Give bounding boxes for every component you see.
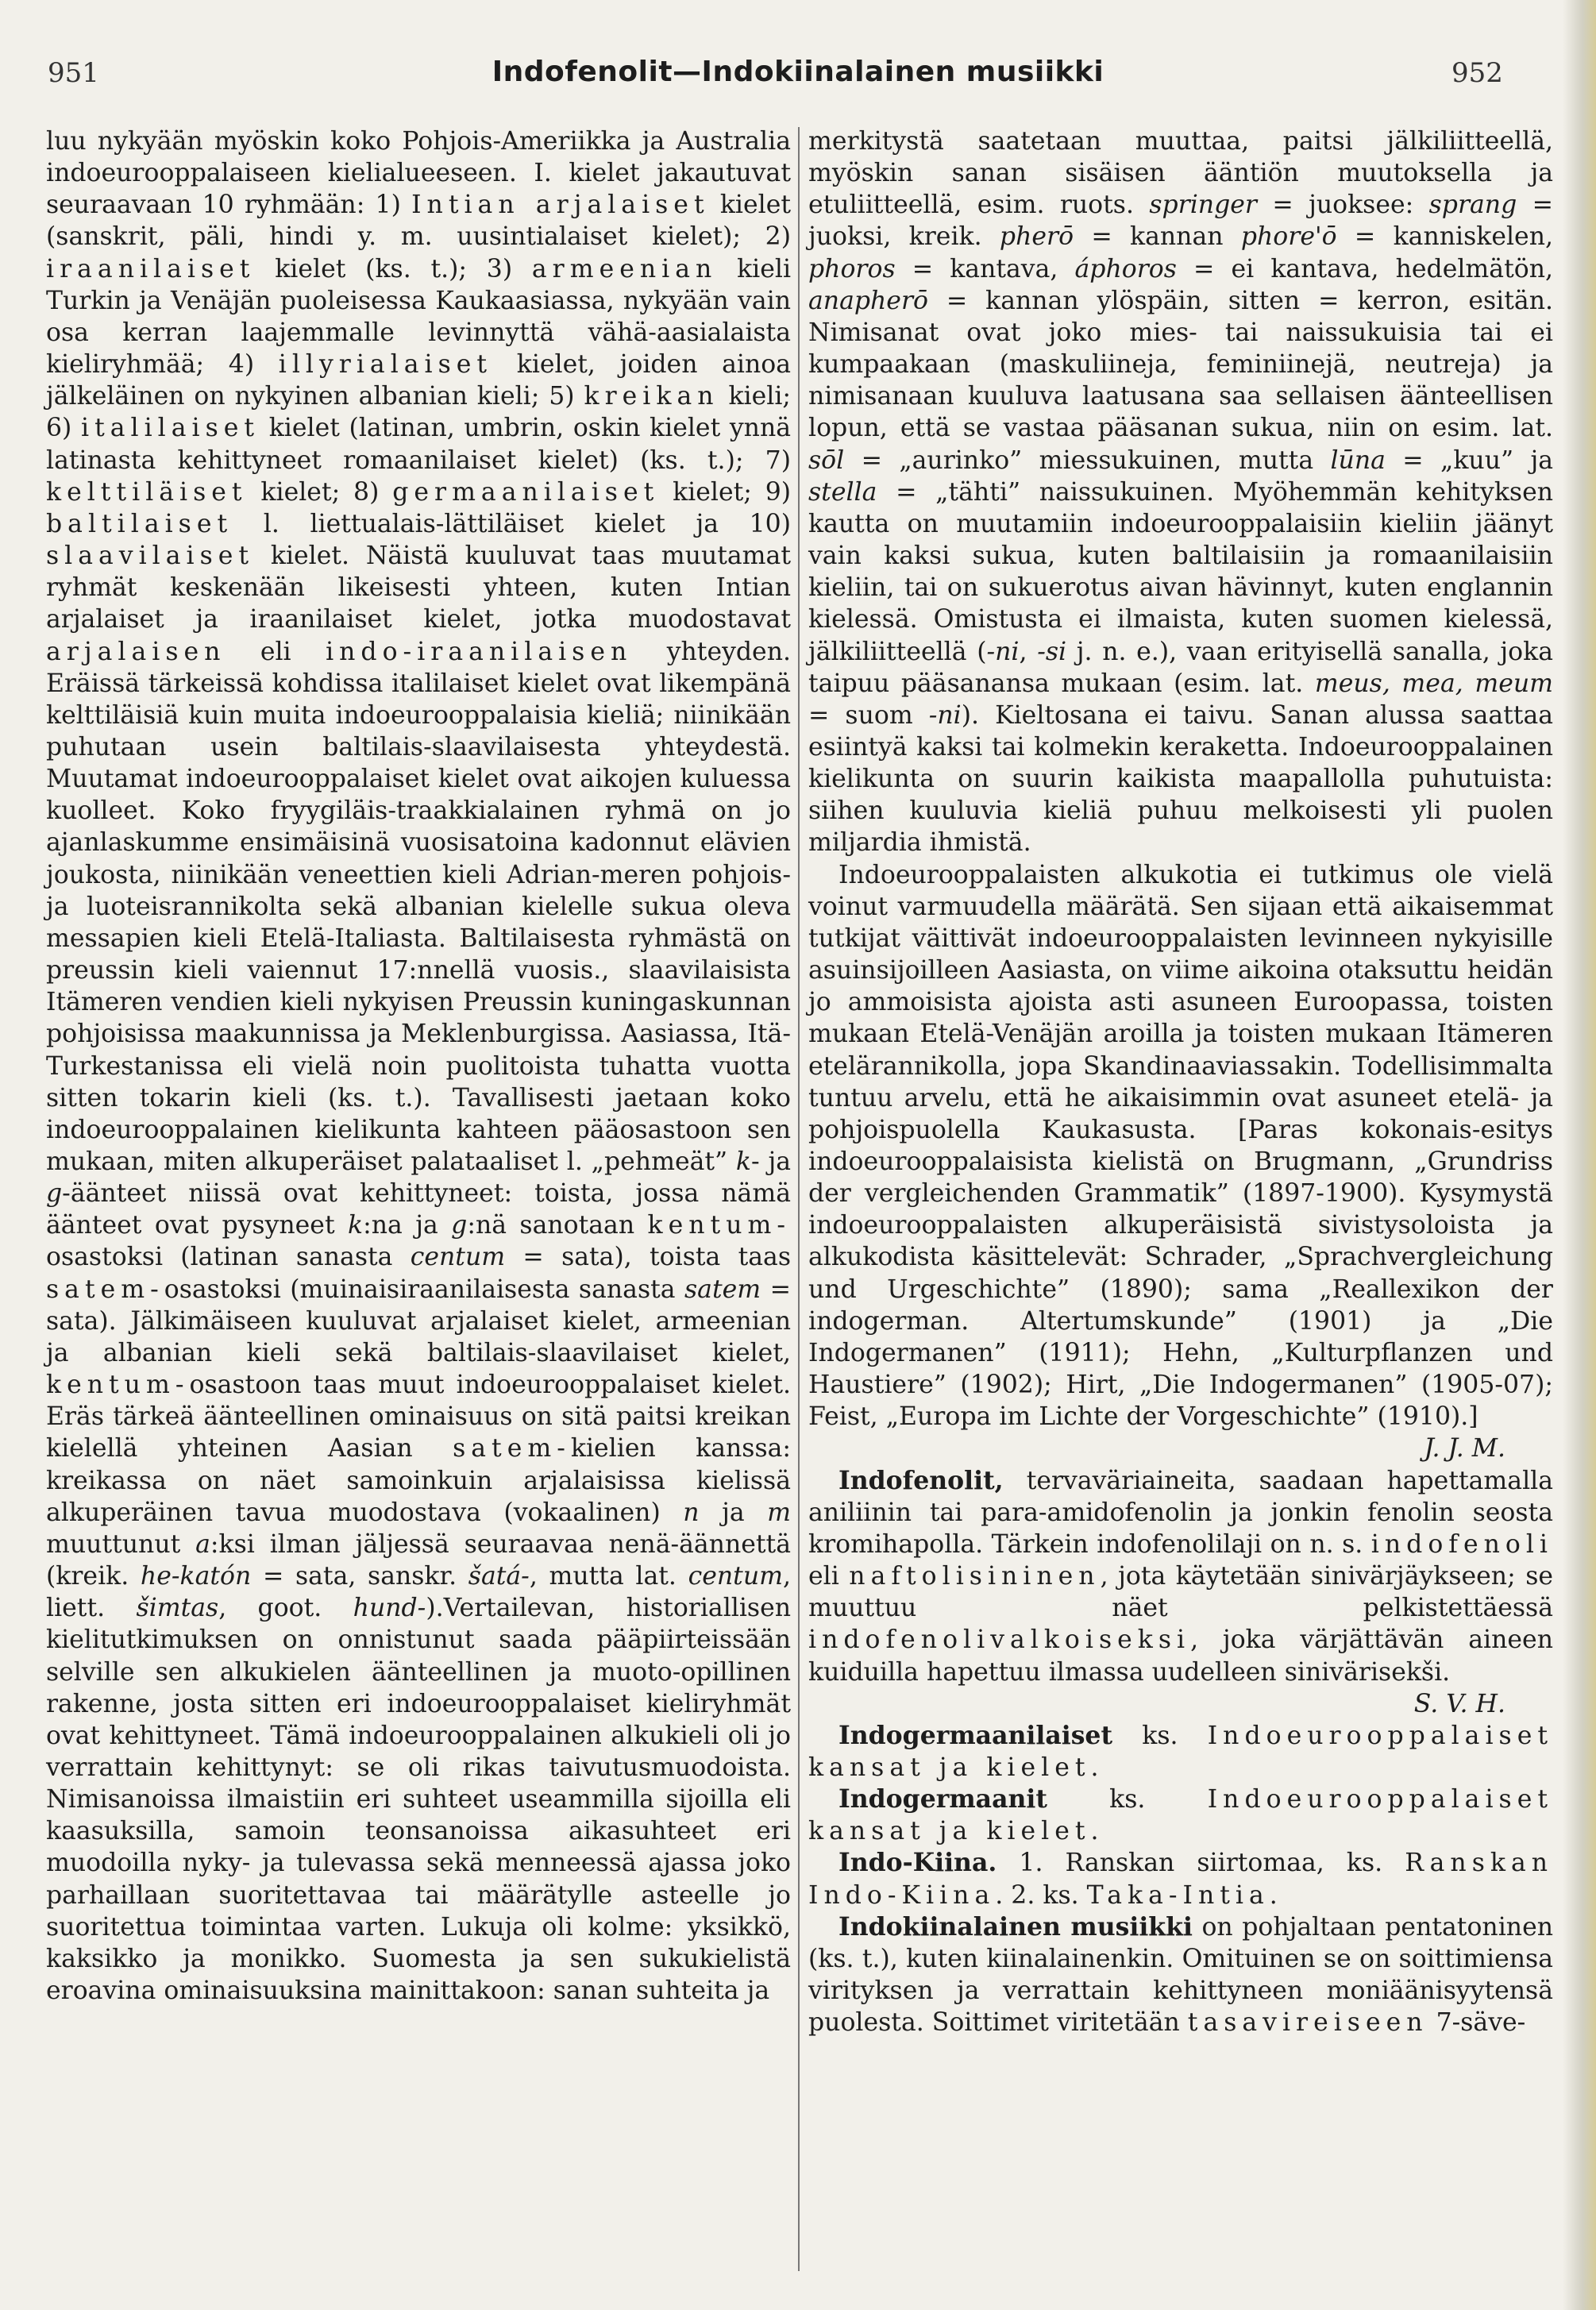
text-run: -ni <box>986 637 1020 666</box>
text-run: = „aurinko” miessukuinen, mutta <box>861 445 1314 475</box>
text-run: k <box>735 1147 752 1176</box>
text-run: k <box>348 1211 364 1240</box>
entry-headword: Indogermaanit <box>838 1784 1047 1814</box>
text-run: = kantava, <box>912 254 1058 283</box>
cross-reference: Taka-Intia <box>1086 1880 1270 1910</box>
spaced-term: illyrialaiset <box>278 350 493 380</box>
spaced-term: satem- <box>46 1275 164 1304</box>
text-run: = sata), toista taas <box>522 1243 791 1272</box>
right-page-number: 952 <box>1451 57 1503 89</box>
text-run: eli <box>260 637 291 666</box>
spaced-term: arjalaisen <box>46 637 226 666</box>
entry-indokiinalainen-musiikki <box>808 1911 1553 2039</box>
entry-headword: Indogermaanilaiset <box>838 1720 1113 1750</box>
text-run: centum <box>688 1562 783 1591</box>
text-run: , joka värjättävän aineen kuiduilla hapettuu ilmassa uudelleen sinivärisekši. <box>808 1625 1553 1687</box>
text-run: luu nykyään myöskin koko Pohjois-Ameriikka ja Australia indoeurooppalaiseen kielialueeseen. I. kielet jakautuvat seuraavaan 10 ryhmään: 1) <box>46 127 791 220</box>
spaced-term: indo-iraanilaisen <box>326 637 633 666</box>
text-run: n <box>683 1498 700 1527</box>
text-run: kielet, joiden ainoa jälkeläinen on nykyinen albanian kieli; 5) <box>46 350 792 411</box>
paragraph-homeland: Indoeurooppalaisten alkukotia ei tutkimus ole vielä voinut varmuudella määrätä. Sen sijaan että aikaisemmat tutkijat väittivät indoeurooppalaisten levinneen nykyisille asuinsijoilleen Aasiasta, on viime aikoina otaksuttu heidän jo ammoisista ajoista asti asuneen Euroopassa, toisten mukaan Etelä-Venäjän aroilla ja toisten mukaan Itämeren etelärannikolla, jopa Skandinaaviassakin. Todellisimmalta tuntuu arvelu, että he aikaisimmin ovat asuneet etelä- ja pohjoispuolella Kaukasusta. [Paras kokonais-esitys indoeurooppalaisista kielistä on Brugmann, „Grundriss der vergleichenden Grammatik” (1897-1900). Kysymystä indoeurooppalaisten alkuperäisistä sivistysoloista ja alkukodista käsittelevät: Schrader, „Sprachvergleichung und Urgeschichte” (1890); sama „Reallexikon der indogerman. Altertumskunde” (1901) ja „Die Indogermanen” (1911); Hehn, „Kulturpflanzen und Haustiere” (1902); Hirt, „Die Indogermanen” (1905-07); Feist, „Europa im Lichte der Vorgeschichte” (1910).] <box>808 860 1553 1432</box>
spaced-term: naftolisininen <box>849 1562 1101 1591</box>
text-run: = juoksi, kreik. <box>808 191 1553 252</box>
entry-indogermaanit <box>808 1784 1553 1847</box>
text-run: a <box>195 1529 210 1559</box>
text-run: . <box>1090 1817 1099 1846</box>
text-run: = kannan ylöspäin, sitten = kerron, esitän. Nimisanat ovat joko mies- tai naissukuisia tai ei kumpaakaan (maskuliineja, feminiinejä, neutreja) ja nimisanaan kuuluva laatusana saa sellaisen äänteellisen lopun, että se vastaa pääsanan sukua, niin on esim. lat. <box>808 286 1553 443</box>
text-run: kieli Turkin ja Venäjän puoleisessa Kaukaasiassa, nykyään vain osa kerran laajemmalle levinnyttä vähä-aasialaista kieliryhmää; 4) <box>46 254 792 380</box>
column-rule <box>798 127 800 2271</box>
spaced-term: indofenoli <box>1370 1529 1553 1559</box>
entry-indo-kiina <box>808 1847 1553 1911</box>
text-run: , goot. <box>218 1594 322 1623</box>
left-column <box>46 125 791 2007</box>
spaced-term: Intian arjalaiset <box>411 191 710 220</box>
text-run: kielien kanssa: kreikassa on näet samoinkuin arjalaisissa kielissä alkuperäinen tavua muodostava (vokaalinen) <box>46 1434 792 1527</box>
text-run: phoros <box>808 254 896 283</box>
text-run: hund- <box>353 1594 426 1623</box>
spaced-term: italilaiset <box>81 414 260 443</box>
author-signature: S. V. H. <box>1413 1689 1505 1718</box>
text-run: ks. <box>1142 1721 1178 1750</box>
running-header <box>0 57 1596 105</box>
paragraph-language-groups <box>46 125 791 2007</box>
entry-headword: Indo-Kiina. <box>838 1848 997 1878</box>
text-run: . 2. ks. <box>995 1880 1079 1910</box>
text-run: šatá- <box>468 1562 530 1591</box>
text-run: áphoros <box>1074 254 1177 283</box>
text-run: = juoksee: <box>1272 191 1414 220</box>
text-run: muuttunut <box>46 1529 181 1559</box>
entry-indogermaanilaiset <box>808 1720 1553 1784</box>
text-run: . <box>1269 1880 1278 1910</box>
entry-indofenolit <box>808 1465 1553 1688</box>
text-run: 1. Ranskan siirtomaa, ks. <box>1019 1849 1383 1878</box>
text-run: ). Kieltosana ei taivu. Sanan alussa saattaa esiintyä kaksi tai kolmekin keraketta. Indoeurooppalainen kielikunta on suurin kaikista maapallolla puhutuista: siihen kuuluvia kieliä puhuu melkoisesti yli puolen miljardia ihmistä. <box>808 700 1554 858</box>
text-run: -si <box>1037 637 1067 666</box>
paragraph-continuation <box>808 125 1553 859</box>
text-run: j. n. e.), vaan erityisellä sanalla, joka taipuu pääsanansa mukaan (esim. lat. <box>808 637 1554 698</box>
text-run: he-katón <box>140 1562 252 1591</box>
text-run: m <box>767 1498 792 1527</box>
text-run: , jota käytetään sinivärjäykseen; se muuttuu näet pelkistettäessä <box>808 1562 1553 1623</box>
text-run: eli <box>808 1562 839 1591</box>
text-run: sōl <box>808 445 845 475</box>
text-run: - ja <box>751 1147 791 1176</box>
text-run: anapherō <box>808 286 928 315</box>
text-run: meus, mea, meum <box>1314 669 1553 698</box>
text-run: = sata). Jälkimäiseen kuuluvat arjalaiset kielet, armeenian ja albanian kieli sekä baltilais-slaavilaiset kielet, <box>46 1275 792 1367</box>
spaced-term: armeenian <box>531 254 718 283</box>
text-run: = sata, sanskr. <box>262 1562 457 1591</box>
text-run: šimtas <box>136 1594 219 1623</box>
text-run: :ksi ilman jäljessä seuraavaa nenä-äännettä (kreik. <box>46 1529 791 1591</box>
text-run: phore'ō <box>1240 222 1337 252</box>
text-run: tervaväriaineita, saadaan hapettamalla aniliinin tai para-amidofenolin ja jonkin fenolin seosta kromihapolla. Tärkein indofenolilaji on n. s. <box>808 1466 1554 1559</box>
entry-headword: Indofenolit, <box>838 1465 1004 1495</box>
text-run: kielet; 8) <box>260 477 380 507</box>
spaced-term: iraanilaiset <box>46 254 256 283</box>
text-run: = suom <box>808 700 913 730</box>
text-run: :nä sanotaan <box>467 1211 635 1240</box>
spaced-term: kreikan <box>584 382 719 411</box>
text-run: -äänteet niissä ovat kehittyneet: toista, jossa nämä äänteet ovat pysyneet <box>46 1179 791 1240</box>
text-run: kielet (sanskrit, päli, hindi y. m. uusintialaiset kielet); 2) <box>46 191 792 252</box>
text-run: yhteyden. Eräissä tärkeissä kohdissa italilaiset kielet ovat likempänä kelttiläisiä kuin muita indoeurooppalaisia kieliä; niinikään puhutaan usein baltilais-slaavilaisesta yhteydestä. Muutamat indoeurooppalaiset kielet ovat aikojen kuluessa kuolleet. Koko fryygiläis-traakkialainen ryhmä on jo ajanlaskumme ensimäisinä vuosisatoina kadonnut elävien joukosta, niinikään veneettien kieli Adrian-meren pohjois- ja luoteisrannikolta sekä albanian kielelle sukua oleva messapien kieli Etelä-Italiasta. Baltilaisesta ryhmästä on preussin kieli vaiennut 17:nnellä vuosis., slaavilaisista Itämeren vendien kieli nykyisen Preussin kuningaskunnan pohjoisissa maakunnissa ja Meklenburgissa. Aasiassa, Itä-Turkestanissa eli vielä noin puolitoista tuhatta vuotta sitten tokarin kieli (ks. t.). Tavallisesti jaetaan koko indoeurooppalainen kielikunta kahteen pääosastoon sen mukaan, miten alkuperäiset palataaliset l. „pehmeät” <box>46 637 791 1176</box>
spaced-term: baltilaiset <box>46 509 233 538</box>
text-run: osastoksi (latinan sanasta <box>46 1243 393 1272</box>
right-column <box>808 125 1553 2038</box>
spaced-term: germaanilaiset <box>392 477 660 507</box>
entry-headword: Indokiinalainen musiikki <box>838 1911 1193 1942</box>
text-run: ja <box>722 1498 745 1527</box>
text-run: . <box>1090 1753 1099 1782</box>
cross-reference: Ranskan Indo-Kiina <box>808 1849 1554 1910</box>
page-edge <box>1563 0 1596 2310</box>
text-run: lūna <box>1330 445 1386 475</box>
spaced-term: kelttiläiset <box>46 477 248 507</box>
spaced-term: satem- <box>453 1434 571 1464</box>
text-run: -ni <box>928 700 962 730</box>
text-run: , mutta lat. <box>529 1562 677 1591</box>
text-run: sprang <box>1428 191 1517 220</box>
text-run: g <box>46 1179 63 1209</box>
spaced-term: kentum- <box>647 1211 792 1240</box>
text-run: kielet (ks. t.); 3) <box>275 254 513 283</box>
text-run: merkitystä saatetaan muuttaa, paitsi jälkiliitteellä, myöskin sanan sisäisen ääntiön muutoksella ja etuliitteellä, esim. ruots. <box>808 127 1553 220</box>
cross-reference: Indoeurooppalaiset kansat ja kielet <box>808 1721 1553 1782</box>
text-run: kielet; 9) <box>673 477 792 507</box>
text-run: g <box>451 1211 468 1240</box>
left-page-number: 951 <box>48 57 99 89</box>
spaced-term: tasavireiseen <box>1187 2008 1428 2038</box>
text-run: centum <box>410 1243 506 1272</box>
text-run: pherō <box>999 222 1074 252</box>
text-run: on pohjaltaan pentatoninen (ks. t.), kuten kiinalainenkin. Omituinen se on soittimiensa virityksen ja verrattain kehittyneen moniäänisyytensä puolesta. Soittimet viritetään <box>808 1912 1553 2038</box>
text-run: , <box>1019 637 1027 666</box>
text-run: satem <box>684 1275 761 1304</box>
spaced-term: indofenolivalkoiseksi <box>808 1625 1191 1655</box>
text-run: = kannan <box>1091 222 1224 252</box>
text-run: = „kuu” ja <box>1402 445 1554 475</box>
text-run: = „tähti” naissukuinen. Myöhemmän kehityksen kautta on muutamiin indoeurooppalaisiin kieliin jäänyt vain kaksi sukua, kuten baltilaisiin ja romaanilaisiin kieliin, tai on sukuerotus aivan hävinnyt, kuten englannin kielessä. Omistusta ei ilmaista, kuten suomen kielessä, jälkiliitteellä ( <box>808 477 1553 666</box>
text-run: osastoon taas muut indoeurooppalaiset kielet. Eräs tärkeä äänteellinen ominaisuus on sitä paitsi kreikan kielellä yhteinen Aasian <box>46 1371 791 1464</box>
text-run: l. liettualais-lättiläiset kielet ja 10) <box>263 509 791 538</box>
text-run: kielet (latinan, umbrin, oskin kielet ynnä latinasta kehittyneet romaanilaiset kielet) (ks. t.); 7) <box>46 414 792 475</box>
text-run: = ei kantava, hedelmätön, <box>1193 254 1554 283</box>
text-run: stella <box>808 477 877 507</box>
text-run: springer <box>1149 191 1257 220</box>
cross-reference: Indoeurooppalaiset kansat ja kielet <box>808 1785 1553 1846</box>
spaced-term: slaavilaiset <box>46 542 255 571</box>
text-run: kielet. Näistä kuuluvat taas muutamat ryhmät keskenään likeisesti yhteen, kuten Intian arjalaiset ja iraanilaiset kielet, jotka muodostavat <box>46 542 791 634</box>
author-signature: J. J. M. <box>1424 1434 1505 1464</box>
text-run: 7-säve- <box>1436 2008 1526 2038</box>
text-run: kieli; 6) <box>46 382 792 443</box>
text-run: ).Vertailevan, historiallisen kielitutkimuksen on onnistunut saada pääpiirteissään selville sen alkukielen äänteellinen ja muoto-opillinen rakenne, josta sitten eri indoeurooppalaiset kieliryhmät ovat kehittyneet. Tämä indoeurooppalainen alkukieli oli jo verrattain kehittynyt: se oli rikas taivutusmuodoista. Nimisanoissa ilmaistiin eri suhteet useammilla sijoilla eli kaasuksilla, samoin teonsanoissa aikasuhteet eri muodoilla nyky- ja tulevassa sekä menneessä ajassa joko parhaillaan suoritettavaa tai määrätylle asteelle jo suoritettua toimintaa varten. Lukuja oli kolme: yksikkö, kaksikko ja monikko. Suomesta ja sen sukukielistä eroavina ominaisuuksina mainittakoon: sanan suhteita ja <box>46 1594 792 2006</box>
text-run: :na ja <box>363 1211 438 1240</box>
text-run: = kanniskelen, <box>1354 222 1554 252</box>
text-run: , liett. <box>46 1562 791 1623</box>
text-run: osastoksi (muinaisiraanilaisesta sanasta <box>164 1275 676 1304</box>
spaced-term: kentum- <box>46 1371 190 1400</box>
text-run: ks. <box>1109 1785 1146 1814</box>
running-title: Indofenolit—Indokiinalainen musiikki <box>492 56 1104 88</box>
